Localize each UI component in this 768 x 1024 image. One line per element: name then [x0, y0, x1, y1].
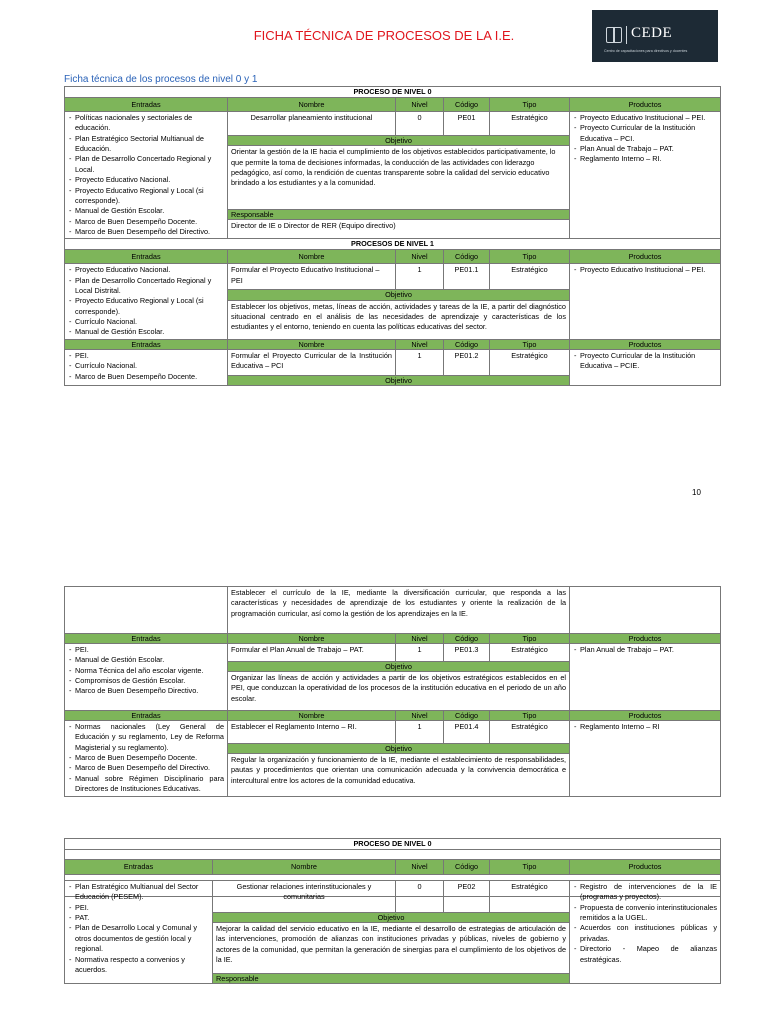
process-code: PE01 [444, 112, 490, 136]
list-item: - Compromisos de Gestión Escolar. [75, 676, 224, 686]
col-nombre: Nombre [213, 860, 396, 875]
productos-cell [570, 881, 721, 984]
list-item: - Normativa respecto a convenios y acuerdos. [75, 955, 209, 976]
spacer-row [65, 850, 721, 860]
process-level: 1 [396, 349, 444, 375]
process-type: Estratégico [490, 881, 570, 913]
list-item: - Manual de Gestión Escolar. [75, 327, 224, 337]
col-tipo: Tipo [490, 250, 570, 264]
entradas-cell [65, 721, 228, 797]
list-item: - Proyecto Educativo Institucional – PEI. [580, 113, 717, 123]
logo-brand: CEDE [631, 25, 673, 41]
col-entradas: Entradas [65, 98, 228, 112]
page-title: FICHA TÉCNICA DE PROCESOS DE LA I.E. [253, 28, 515, 43]
list-item: - Propuesta de convenio interinstitucionales remitidos a la UGEL. [580, 903, 717, 924]
objetivo-label: Objetivo [228, 743, 570, 753]
list-item: - PEI. [75, 351, 224, 361]
entradas-cell [65, 349, 228, 385]
process-code: PE01.3 [444, 644, 490, 662]
objetivo-text: Regular la organización y funcionamiento de la IE, mediante el establecimiento de responsabilidades, pautas y procedimientos que orientan una comunicación adecuada y la convivencia democrática e intercultural entre los actores de la comunidad educativa. [228, 754, 570, 796]
list-item: - Reglamento Interno – RI. [580, 154, 717, 164]
col-entradas: Entradas [65, 250, 228, 264]
objetivo-label: Objetivo [228, 290, 570, 300]
list-item: - Plan Estratégico Multianual del Sector Educación (PESEM). [75, 882, 209, 903]
process-name: Formular el Plan Anual de Trabajo – PAT. [228, 644, 396, 662]
objetivo-text: Orientar la gestión de la IE hacia el cumplimiento de los objetivos establecidos participativamente, lo que permite la toma de decisiones informadas, la conducción de las actividades con liderazgo pedagógico, así como, la rendición de cuentas transparente sobre la calidad del servicio educativo brindado a los estudiantes y a la comunidad. [228, 146, 570, 210]
list-item: - Marco de Buen Desempeño Docente. [75, 372, 224, 382]
col-entradas: Entradas [65, 711, 228, 721]
productos-cell [570, 264, 721, 340]
list-item: - Proyecto Curricular de la Institución Educativa – PCIE. [580, 351, 717, 372]
productos-cell [570, 644, 721, 711]
responsable-label: Responsable [213, 974, 570, 984]
list-item: - Plan Anual de Trabajo – PAT. [580, 645, 717, 655]
logo-separator [626, 26, 627, 44]
col-nombre: Nombre [228, 250, 396, 264]
process-type: Estratégico [490, 112, 570, 136]
process-name: Desarrollar planeamiento institucional [228, 112, 396, 136]
list-item: - Políticas nacionales y sectoriales de educación. [75, 113, 224, 134]
process-level: 0 [396, 881, 444, 913]
section-title: PROCESO DE NIVEL 0 [65, 87, 721, 98]
list-item: - Marco de Buen Desempeño Docente. [75, 753, 224, 763]
objetivo-text: Organizar las líneas de acción y actividades a partir de los objetivos estratégicos establecidos en el PEI, que conduzcan la operatividad de los procesos de la institución educativa en el periodo de un año escolar. [228, 672, 570, 711]
list-item: - Marco de Buen Desempeño Directivo. [75, 686, 224, 696]
list-item: - PAT. [75, 913, 209, 923]
process-table-3-body [64, 880, 721, 984]
col-productos: Productos [570, 98, 721, 112]
col-codigo: Código [444, 98, 490, 112]
objetivo-label: Objetivo [228, 375, 570, 385]
list-item: - Plan Anual de Trabajo – PAT. [580, 144, 717, 154]
process-type: Estratégico [490, 721, 570, 744]
list-item: - Acuerdos con instituciones públicas y privadas. [580, 923, 717, 944]
col-nivel: Nivel [396, 339, 444, 349]
col-productos: Productos [570, 711, 721, 721]
cede-logo [592, 10, 718, 62]
section-subtitle: Ficha técnica de los procesos de nivel 0 y 1 [64, 74, 258, 85]
list-item: - Currículo Nacional. [75, 361, 224, 371]
col-tipo: Tipo [490, 634, 570, 644]
col-tipo: Tipo [490, 711, 570, 721]
list-item: - Directorio - Mapeo de alianzas estratégicas. [580, 944, 717, 965]
list-item: - Manual sobre Régimen Disciplinario para Directores de Instituciones Educativas. [75, 774, 224, 795]
list-item: - Normas nacionales (Ley General de Educación y su reglamento, Ley de Reforma Magisterial y su reglamento). [75, 722, 224, 753]
col-nombre: Nombre [228, 98, 396, 112]
productos-cell [570, 349, 721, 385]
page-number: 10 [692, 488, 701, 497]
entradas-cell [65, 881, 213, 984]
col-codigo: Código [444, 711, 490, 721]
col-tipo: Tipo [490, 860, 570, 875]
entradas-cell [65, 644, 228, 711]
cede-mark-icon [606, 27, 622, 43]
col-productos: Productos [570, 250, 721, 264]
list-item: - Plan de Desarrollo Concertado Regional y Local. [75, 154, 224, 175]
list-item: - Reglamento Interno – RI [580, 722, 717, 732]
objetivo-label: Objetivo [228, 136, 570, 146]
list-item: - PEI. [75, 903, 209, 913]
process-code: PE01.4 [444, 721, 490, 744]
col-nivel: Nivel [396, 98, 444, 112]
list-item: - Marco de Buen Desempeño del Directivo. [75, 763, 224, 773]
list-item: - Proyecto Educativo Institucional – PEI. [580, 265, 717, 275]
col-nombre: Nombre [228, 711, 396, 721]
col-productos: Productos [570, 860, 721, 875]
process-code: PE02 [444, 881, 490, 913]
process-table-1 [64, 86, 721, 386]
list-item: - Marco de Buen Desempeño del Directivo. [75, 227, 224, 237]
col-nombre: Nombre [228, 339, 396, 349]
objetivo-label: Objetivo [213, 913, 570, 923]
list-item: - Proyecto Educativo Nacional. [75, 175, 224, 185]
productos-cell [570, 721, 721, 797]
col-entradas: Entradas [65, 634, 228, 644]
list-item: - Proyecto Educativo Regional y Local (si corresponde). [75, 186, 224, 207]
col-productos: Productos [570, 339, 721, 349]
objetivo-label: Objetivo [228, 662, 570, 672]
process-level: 1 [396, 721, 444, 744]
col-codigo: Código [444, 860, 490, 875]
list-item: - Registro de intervenciones de la IE (programas y proyectos). [580, 882, 717, 903]
objetivo-text: Establecer el currículo de la IE, mediante la diversificación curricular, que responda a las características y necesidades de aprendizaje de los estudiantes y oriente la realización de la programación curricular, así como la gestión de los aprendizajes en la IE. [228, 587, 570, 634]
process-table-2 [64, 586, 721, 797]
col-nivel: Nivel [396, 250, 444, 264]
list-item: - Marco de Buen Desempeño Docente. [75, 217, 224, 227]
process-level: 1 [396, 644, 444, 662]
process-level: 0 [396, 112, 444, 136]
col-nivel: Nivel [396, 860, 444, 875]
productos-cell [570, 112, 721, 239]
process-name: Gestionar relaciones interinstitucionales y comunitarias [213, 881, 396, 913]
process-type: Estratégico [490, 264, 570, 290]
list-item: - PEI. [75, 645, 224, 655]
process-type: Estratégico [490, 644, 570, 662]
process-code: PE01.2 [444, 349, 490, 375]
col-tipo: Tipo [490, 98, 570, 112]
process-name: Formular el Proyecto Educativo Institucional – PEI [228, 264, 396, 290]
col-nombre: Nombre [228, 634, 396, 644]
col-productos: Productos [570, 634, 721, 644]
responsable-text: Director de IE o Director de RER (Equipo directivo) [228, 220, 570, 239]
process-name: Establecer el Reglamento Interno – RI. [228, 721, 396, 744]
section-title: PROCESOS DE NIVEL 1 [65, 239, 721, 250]
col-nivel: Nivel [396, 711, 444, 721]
entradas-cell [65, 264, 228, 340]
col-codigo: Código [444, 339, 490, 349]
responsable-label: Responsable [228, 210, 570, 220]
list-item: - Plan Estratégico Sectorial Multianual de Educación. [75, 134, 224, 155]
list-item: - Currículo Nacional. [75, 317, 224, 327]
entradas-cell [65, 112, 228, 239]
col-tipo: Tipo [490, 339, 570, 349]
list-item: - Plan de Desarrollo Concertado Regional y Local Distrital. [75, 276, 224, 297]
objetivo-text: Mejorar la calidad del servicio educativo en la IE, mediante el desarrollo de estrategias de articulación de las intervenciones, promoción de alianzas con instituciones privadas y públicas, niveles de gobierno y actores de la comunidad, que permitan la generación de sinergias para el cumplimiento de los objetivos de la IE. [213, 923, 570, 974]
logo-tagline: Centro de capacitaciones para directivos y docentes [604, 49, 688, 53]
col-entradas: Entradas [65, 860, 213, 875]
list-item: - Proyecto Curricular de la Institución Educativa – PCI. [580, 123, 717, 144]
list-item: - Proyecto Educativo Nacional. [75, 265, 224, 275]
list-item: - Manual de Gestión Escolar. [75, 206, 224, 216]
col-codigo: Código [444, 250, 490, 264]
process-level: 1 [396, 264, 444, 290]
objetivo-text: Establecer los objetivos, metas, líneas de acción, actividades y tareas de la IE, a partir del diagnóstico situacional centrado en el análisis de las necesidades de aprendizaje y características de los estudiantes y el entorno, teniendo en cuenta las políticas educativas del sector. [228, 300, 570, 339]
process-type: Estratégico [490, 349, 570, 375]
col-codigo: Código [444, 634, 490, 644]
list-item: - Proyecto Educativo Regional y Local (si corresponde). [75, 296, 224, 317]
productos-cell [570, 587, 721, 634]
process-name: Formular el Proyecto Curricular de la Institución Educativa – PCI [228, 349, 396, 375]
list-item: - Manual de Gestión Escolar. [75, 655, 224, 665]
list-item: - Norma Técnica del año escolar vigente. [75, 666, 224, 676]
entradas-cell [65, 587, 228, 634]
section-title: PROCESO DE NIVEL 0 [65, 839, 721, 850]
list-item: - Plan de Desarrollo Local y Comunal y otros documentos de gestión local y regional. [75, 923, 209, 954]
col-entradas: Entradas [65, 339, 228, 349]
col-nivel: Nivel [396, 634, 444, 644]
process-code: PE01.1 [444, 264, 490, 290]
